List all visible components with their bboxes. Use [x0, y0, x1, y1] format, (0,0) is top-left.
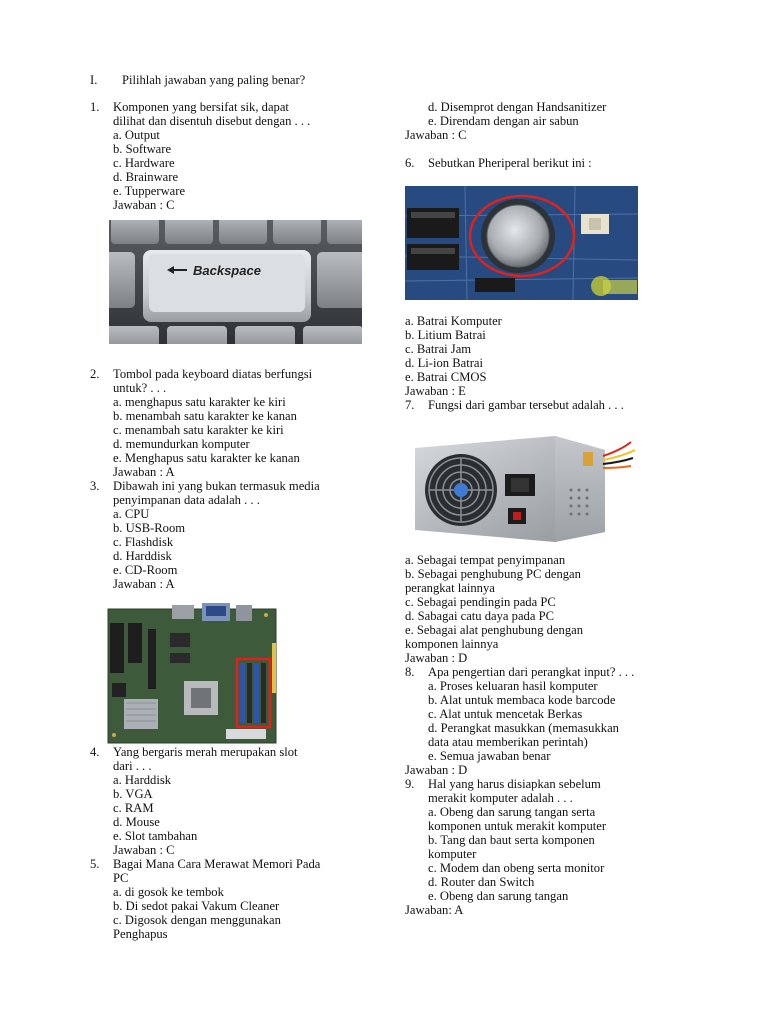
section-number: I.	[90, 73, 98, 87]
option: b. Sebagai penghubung PC dengan	[405, 567, 581, 581]
option: c. Modem dan obeng serta monitor	[428, 861, 605, 875]
option: e. CD-Room	[113, 563, 178, 577]
option-continued: Penghapus	[113, 927, 168, 941]
option: e. Slot tambahan	[113, 829, 198, 843]
option: d. memundurkan komputer	[113, 437, 250, 451]
question-text-line: Komponen yang bersifat sik, dapat	[113, 100, 289, 114]
answer: Jawaban : C	[113, 198, 175, 212]
option: a. di gosok ke tembok	[113, 885, 224, 899]
option: c. Hardware	[113, 156, 175, 170]
answer: Jawaban : C	[405, 128, 467, 142]
option: e. Sebagai alat penghubung dengan	[405, 623, 584, 637]
question-text-line: penyimpanan data adalah . . .	[113, 493, 260, 507]
backspace-key-label: Backspace	[193, 263, 261, 278]
answer: Jawaban: A	[405, 903, 464, 917]
option: c. menambah satu karakter ke kiri	[113, 423, 284, 437]
answer: Jawaban : A	[113, 465, 175, 479]
question-text-line: Sebutkan Pheriperal berikut ini :	[428, 156, 592, 170]
option: c. RAM	[113, 801, 154, 815]
option: e. Semua jawaban benar	[428, 749, 551, 763]
answer: Jawaban : C	[113, 843, 175, 857]
option-continued: komponen lainnya	[405, 637, 499, 651]
option: a. Sebagai tempat penyimpanan	[405, 553, 566, 567]
option: a. Harddisk	[113, 773, 172, 787]
power-supply-image	[405, 420, 637, 544]
motherboard-image	[106, 603, 278, 745]
option: b. Software	[113, 142, 172, 156]
option-continued: perangkat lainnya	[405, 581, 495, 595]
option: a. CPU	[113, 507, 150, 521]
option: e. Tupperware	[113, 184, 186, 198]
section-title: Pilihlah jawaban yang paling benar?	[122, 73, 306, 87]
answer: Jawaban : D	[405, 763, 468, 777]
option: d. Mouse	[113, 815, 160, 829]
option: b. Di sedot pakai Vakum Cleaner	[113, 899, 280, 913]
question-text-line: Dibawah ini yang bukan termasuk media	[113, 479, 320, 493]
option: b. USB-Room	[113, 521, 186, 535]
option: d. Sabagai catu daya pada PC	[405, 609, 554, 623]
question-number: 8.	[405, 665, 415, 679]
question-number: 5.	[90, 857, 100, 871]
option-continued: data atau memberikan perintah)	[428, 735, 588, 749]
question-text-line: dilihat dan disentuh disebut dengan . . .	[113, 114, 311, 128]
option: a. Output	[113, 128, 160, 142]
question-text-line: Bagai Mana Cara Merawat Memori Pada	[113, 857, 321, 871]
question-text-line: merakit komputer adalah . . .	[428, 791, 573, 805]
option: d. Harddisk	[113, 549, 172, 563]
cmos-battery-image	[405, 186, 638, 300]
keyboard-backspace-image	[109, 220, 362, 344]
option: d. Brainware	[113, 170, 179, 184]
option: c. Alat untuk mencetak Berkas	[428, 707, 583, 721]
answer: Jawaban : A	[113, 577, 175, 591]
option: a. Obeng dan sarung tangan serta	[428, 805, 596, 819]
option: b. Alat untuk membaca kode barcode	[428, 693, 616, 707]
question-text-line: Hal yang harus disiapkan sebelum	[428, 777, 601, 791]
option: c. Sebagai pendingin pada PC	[405, 595, 556, 609]
option: b. Litium Batrai	[405, 328, 486, 342]
option: d. Router dan Switch	[428, 875, 535, 889]
option: e. Obeng dan sarung tangan	[428, 889, 569, 903]
option-continued: komponen untuk merakit komputer	[428, 819, 607, 833]
option: e. Menghapus satu karakter ke kanan	[113, 451, 300, 465]
option: e. Batrai CMOS	[405, 370, 487, 384]
question-text-line: Apa pengertian dari perangkat input? . . .	[428, 665, 635, 679]
option-continued: komputer	[428, 847, 477, 861]
question-number: 6.	[405, 156, 415, 170]
answer: Jawaban : D	[405, 651, 468, 665]
question-number: 7.	[405, 398, 415, 412]
option: d. Disemprot dengan Handsanitizer	[428, 100, 607, 114]
option: d. Perangkat masukkan (memasukkan	[428, 721, 619, 735]
option: a. Proses keluaran hasil komputer	[428, 679, 598, 693]
answer: Jawaban : E	[405, 384, 466, 398]
option: d. Li-ion Batrai	[405, 356, 483, 370]
option: b. VGA	[113, 787, 153, 801]
question-number: 2.	[90, 367, 100, 381]
question-text-line: dari . . .	[113, 759, 152, 773]
option: c. Batrai Jam	[405, 342, 472, 356]
question-text-line: Tombol pada keyboard diatas berfungsi	[113, 367, 313, 381]
question-number: 3.	[90, 479, 100, 493]
question-number: 1.	[90, 100, 100, 114]
question-text-line: Yang bergaris merah merupakan slot	[113, 745, 298, 759]
option: a. menghapus satu karakter ke kiri	[113, 395, 286, 409]
option: a. Batrai Komputer	[405, 314, 502, 328]
question-text-line: untuk? . . .	[113, 381, 167, 395]
option: c. Digosok dengan menggunakan	[113, 913, 281, 927]
question-number: 9.	[405, 777, 415, 791]
option: c. Flashdisk	[113, 535, 174, 549]
option: b. menambah satu karakter ke kanan	[113, 409, 297, 423]
option: e. Direndam dengan air sabun	[428, 114, 579, 128]
question-text-line: Fungsi dari gambar tersebut adalah . . .	[428, 398, 624, 412]
option: b. Tang dan baut serta komponen	[428, 833, 595, 847]
question-text-line: PC	[113, 871, 129, 885]
question-number: 4.	[90, 745, 100, 759]
